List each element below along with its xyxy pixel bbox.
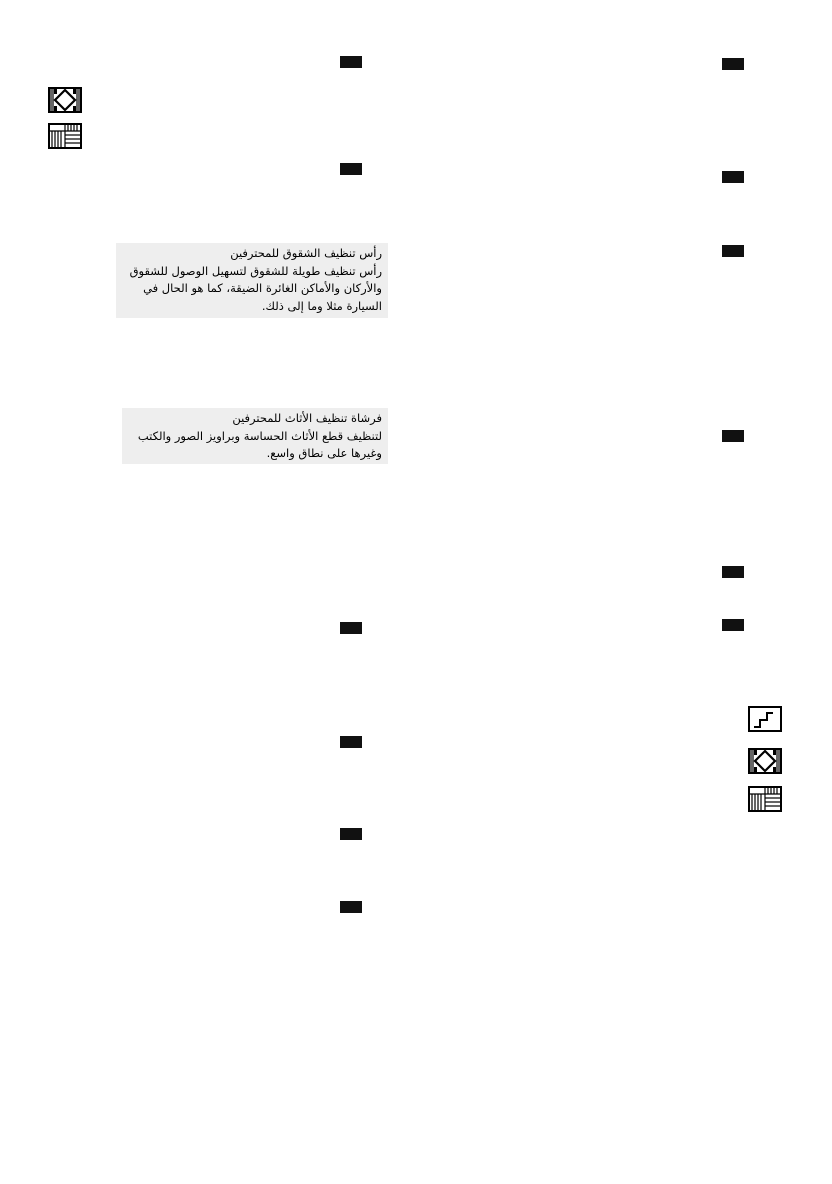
section-marker [340,622,362,634]
section-marker [340,163,362,175]
section-marker [722,619,744,631]
section-marker [722,171,744,183]
furniture-brush-title: فرشاة تنظيف الأثاث للمحترفين [232,411,382,425]
crevice-tool-line: رأس تنظيف طويلة للشقوق لتسهيل الوصول للشقوق [129,263,382,278]
section-marker [722,430,744,442]
furniture-brush-line: وغيرها على نطاق واسع. [266,446,382,460]
parquet-icon [748,786,782,812]
crevice-tool-line: والأركان والأماكن الغائرة الضيقة، كما هو الحال في [143,281,382,295]
section-marker [722,566,744,578]
carpet-icon [48,87,82,113]
stairs-icon [748,706,782,732]
section-marker [340,901,362,913]
furniture-brush-line: لتنظيف قطع الأثاث الحساسة وبراويز الصور والكتب [137,428,382,443]
crevice-tool-line: السيارة مثلا وما إلى ذلك. [261,298,382,313]
section-marker [340,828,362,840]
section-marker [340,56,362,68]
crevice-tool-description [116,243,388,318]
furniture-brush-description [122,408,388,464]
crevice-tool-title: رأس تنظيف الشقوق للمحترفين [230,246,382,260]
parquet-icon [48,123,82,149]
section-marker [722,245,744,257]
carpet-icon [748,748,782,774]
section-marker [722,58,744,70]
section-marker [340,736,362,748]
